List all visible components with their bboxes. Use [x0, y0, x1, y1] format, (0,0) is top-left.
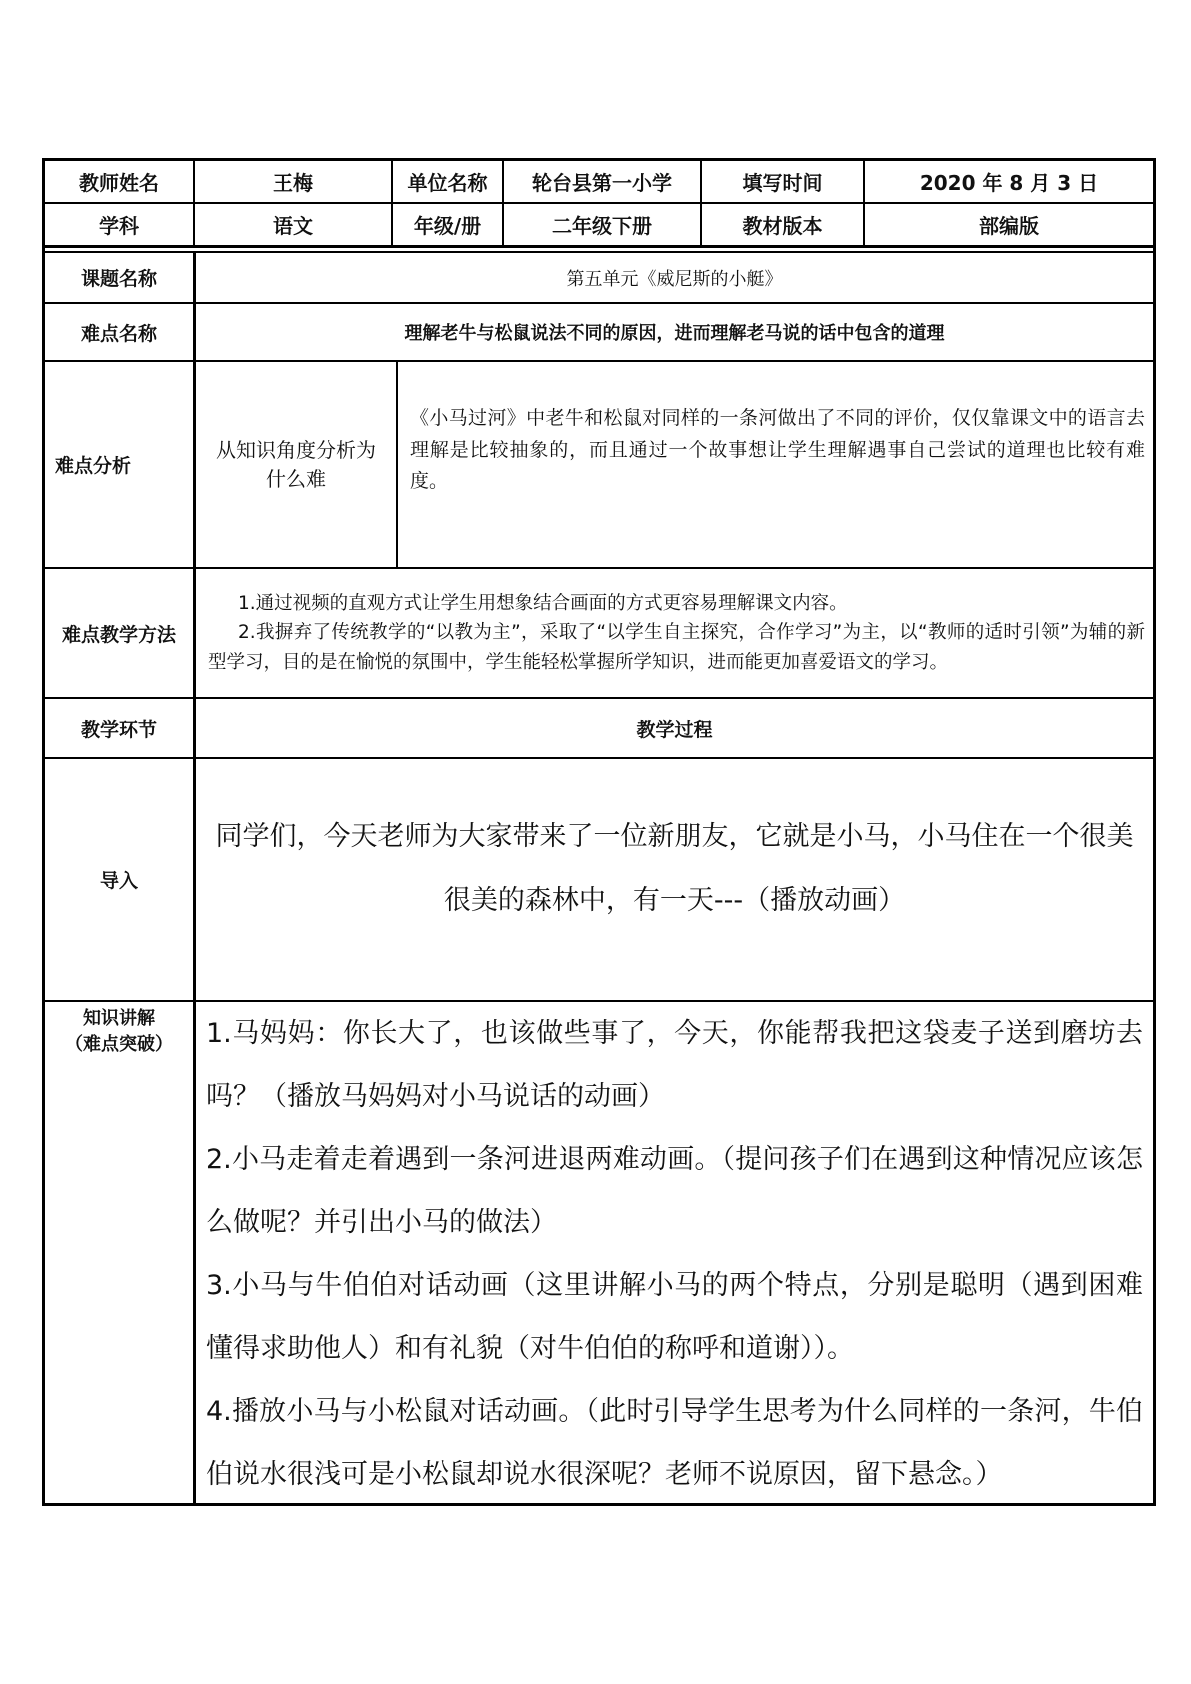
method-text [196, 569, 1153, 697]
knowledge-label-line-1: 知识讲解 [83, 1007, 155, 1029]
grade-label: 年级/册 [413, 214, 482, 238]
intro-text: 同学们，今天老师为大家带来了一位新朋友，它就是小马，小马住在一个很美很美的森林中，有一天---（播放动画） [215, 821, 1134, 916]
intro-label: 导入 [99, 870, 138, 892]
knowledge-label [45, 1002, 193, 1062]
edition-value: 部编版 [979, 214, 1039, 238]
subject-value: 语文 [273, 214, 313, 238]
topic-label: 课题名称 [80, 268, 157, 290]
stage-header-label: 教学环节 [80, 718, 157, 741]
method-label: 难点教学方法 [61, 623, 176, 646]
knowledge-item-2: 2.小马走着走着遇到一条河进退两难动画。（提问孩子们在遇到这种情况应该怎么做呢？并引出小马的做法） [206, 1144, 1143, 1238]
knowledge-list [196, 1002, 1153, 1503]
difficulty-label: 难点名称 [80, 322, 157, 345]
difficulty-value: 理解老牛与松鼠说法不同的原因，进而理解老马说的话中包含的道理 [404, 323, 945, 344]
method-line-1: 1.通过视频的直观方式让学生用想象结合画面的方式更容易理解课文内容。 [238, 592, 848, 614]
analysis-label: 难点分析 [55, 455, 132, 477]
method-line-2: 2.我摒弃了传统教学的“以教为主”，采取了“以学生自主探究，合作学习”为主，以“教师的适时引领”为辅的新型学习，目的是在愉悦的氛围中，学生能轻松掌握所学知识，进而能更加喜爱语文的学习。 [208, 622, 1145, 673]
teacher-name-label: 教师姓名 [79, 171, 159, 195]
knowledge-item-1: 1.马妈妈：你长大了，也该做些事了，今天，你能帮我把这袋麦子送到磨坊去吗？（播放马妈妈对小马说话的动画） [206, 1018, 1143, 1112]
knowledge-item-4: 4.播放小马与小松鼠对话动画。（此时引导学生思考为什么同样的一条河，牛伯伯说水很浅可是小松鼠却说水很深呢？老师不说原因，留下悬念。） [206, 1396, 1143, 1490]
edition-label: 教材版本 [742, 214, 823, 238]
fill-date-label: 填写时间 [742, 171, 823, 195]
knowledge-label-line-2: （难点突破） [65, 1034, 173, 1055]
teacher-name-value: 王梅 [273, 171, 313, 195]
knowledge-item-3: 3.小马与牛伯伯对话动画（这里讲解小马的两个特点，分别是聪明（遇到困难懂得求助他人）和有礼貌（对牛伯伯的称呼和道谢））。 [206, 1270, 1143, 1364]
subject-label: 学科 [99, 214, 139, 238]
row-divider [42, 245, 1156, 248]
analysis-sub-label: 从知识角度分析为什么难 [216, 437, 376, 491]
process-header-label: 教学过程 [636, 718, 713, 741]
fill-date-value: 2020 年 8 月 3 日 [919, 171, 1099, 195]
grade-value: 二年级下册 [552, 214, 652, 238]
topic-value: 第五单元《威尼斯的小艇》 [566, 268, 783, 290]
analysis-text: 《小马过河》中老牛和松鼠对同样的一条河做出了不同的评价，仅仅靠课文中的语言去理解是比较抽象的，而且通过一个故事想让学生理解遇事自己尝试的道理也比较有难度。 [410, 407, 1145, 493]
unit-name-value: 轮台县第一小学 [532, 171, 672, 195]
unit-name-label: 单位名称 [407, 171, 488, 195]
